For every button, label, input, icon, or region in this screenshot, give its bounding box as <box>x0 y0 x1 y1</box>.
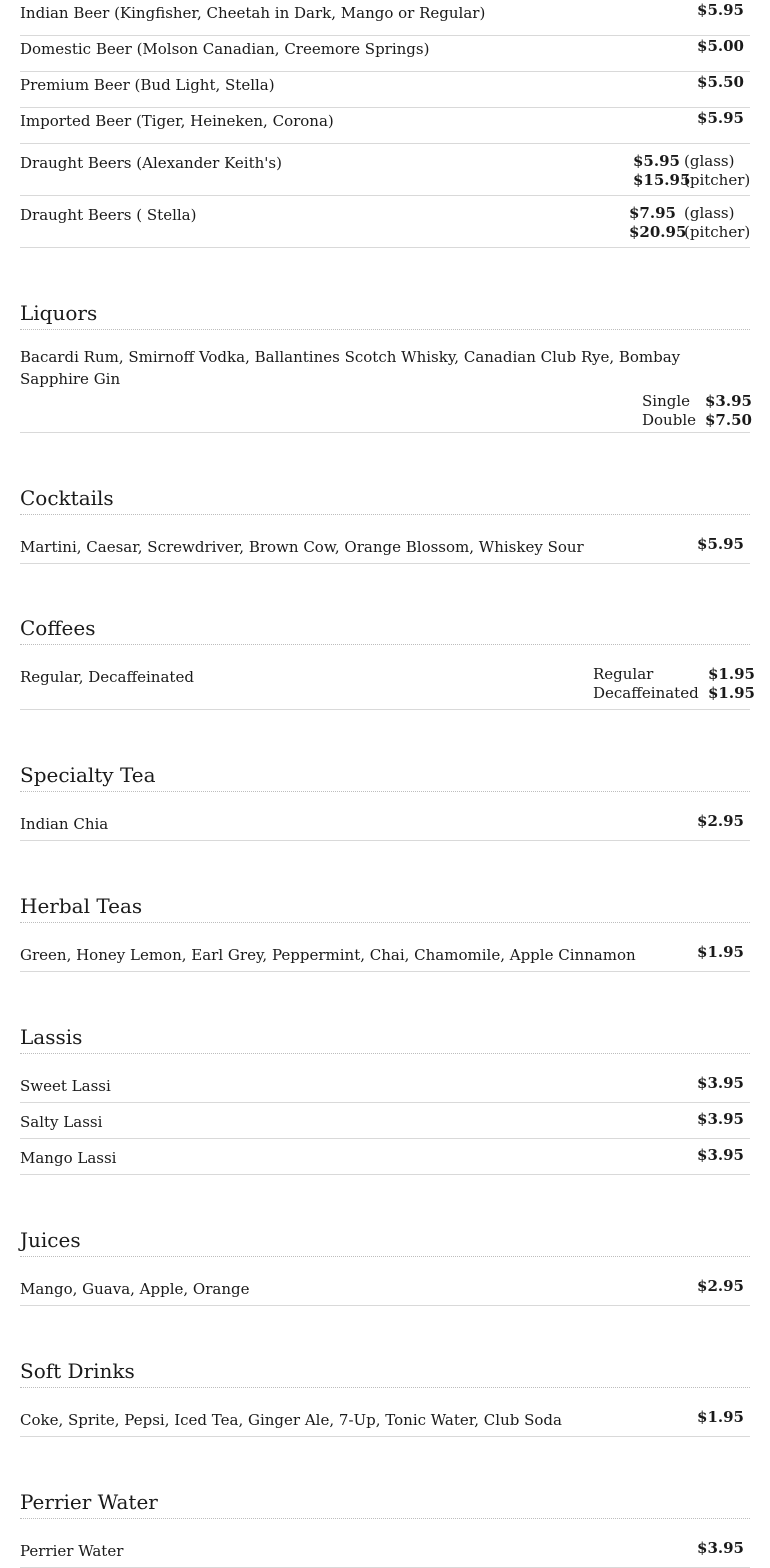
regular-price: $1.95 <box>708 665 755 683</box>
section-title: Cocktails <box>20 486 750 515</box>
specialty-tea-section <box>20 763 750 841</box>
item-price: $5.95 <box>697 535 744 553</box>
section-title: Soft Drinks <box>20 1359 750 1388</box>
menu-item <box>20 108 750 144</box>
menu-item <box>20 196 750 248</box>
menu-item <box>20 72 750 108</box>
item-price: $5.50 <box>697 73 744 91</box>
menu-item <box>20 1060 750 1103</box>
section-title: Herbal Teas <box>20 894 750 923</box>
single-label: Single <box>642 392 691 410</box>
item-price: $1.95 <box>697 1408 744 1426</box>
pitcher-unit: (pitcher) <box>684 223 751 241</box>
menu-item <box>20 929 750 972</box>
menu-item <box>20 144 750 196</box>
coffees-section <box>20 616 755 710</box>
menu-item <box>20 1103 750 1139</box>
section-title: Coffees <box>20 616 750 645</box>
menu-item <box>20 345 750 433</box>
menu-item <box>20 36 750 72</box>
decaf-price: $1.95 <box>708 684 755 702</box>
item-name: Salty Lassi <box>20 1113 103 1131</box>
item-price: $3.95 <box>697 1146 744 1164</box>
item-name: Sweet Lassi <box>20 1077 111 1095</box>
double-price: $7.50 <box>705 411 752 429</box>
item-name: Coke, Sprite, Pepsi, Iced Tea, Ginger Ale, 7-Up, Tonic Water, Club Soda <box>20 1411 562 1429</box>
glass-unit: (glass) <box>684 152 735 170</box>
pitcher-unit: (pitcher) <box>684 171 751 189</box>
beer-section <box>20 0 750 248</box>
item-price: $3.95 <box>697 1539 744 1557</box>
glass-price: $5.95 <box>633 152 680 170</box>
drinks-menu <box>20 0 755 1568</box>
section-title: Lassis <box>20 1025 750 1054</box>
menu-item <box>20 1394 750 1437</box>
item-name: Mango Lassi <box>20 1149 117 1167</box>
decaf-label: Decaffeinated <box>593 684 699 702</box>
single-price: $3.95 <box>705 392 752 410</box>
item-price: $1.95 <box>697 943 744 961</box>
item-price: $5.95 <box>697 1 744 19</box>
item-name: Green, Honey Lemon, Earl Grey, Peppermint, Chai, Chamomile, Apple Cinnamon <box>20 946 636 964</box>
lassis-section <box>20 1025 750 1175</box>
item-prices <box>642 392 750 430</box>
double-label: Double <box>642 411 696 429</box>
perrier-section <box>20 1490 750 1568</box>
section-title: Specialty Tea <box>20 763 750 792</box>
cocktails-section <box>20 486 750 564</box>
juices-section <box>20 1228 750 1306</box>
regular-label: Regular <box>593 665 654 683</box>
item-name: Bacardi Rum, Smirnoff Vodka, Ballantines Scotch Whisky, Canadian Club Rye, Bombay Sapphire Gin <box>20 348 681 388</box>
item-name: Regular, Decaffeinated <box>20 668 194 686</box>
pitcher-price: $15.95 <box>633 171 691 189</box>
item-name: Premium Beer (Bud Light, Stella) <box>20 76 275 94</box>
item-name: Perrier Water <box>20 1542 124 1560</box>
pitcher-price: $20.95 <box>629 223 687 241</box>
item-name: Mango, Guava, Apple, Orange <box>20 1280 250 1298</box>
item-price: $3.95 <box>697 1110 744 1128</box>
item-prices <box>593 665 755 703</box>
menu-item <box>20 0 750 36</box>
menu-item <box>20 1525 750 1568</box>
item-name: Draught Beers ( Stella) <box>20 206 197 224</box>
item-name: Indian Beer (Kingfisher, Cheetah in Dark, Mango or Regular) <box>20 4 486 22</box>
menu-item <box>20 1139 750 1175</box>
item-name: Indian Chia <box>20 815 109 833</box>
menu-item <box>20 521 750 564</box>
menu-item <box>20 651 755 710</box>
item-name: Imported Beer (Tiger, Heineken, Corona) <box>20 112 334 130</box>
item-price: $5.95 <box>697 109 744 127</box>
item-price: $5.00 <box>697 37 744 55</box>
item-prices <box>629 204 750 242</box>
item-price: $2.95 <box>697 1277 744 1295</box>
herbal-teas-section <box>20 894 750 972</box>
glass-unit: (glass) <box>684 204 735 222</box>
section-title: Juices <box>20 1228 750 1257</box>
item-name: Draught Beers (Alexander Keith's) <box>20 154 282 172</box>
item-price: $2.95 <box>697 812 744 830</box>
section-title: Liquors <box>20 301 750 330</box>
menu-item <box>20 1263 750 1306</box>
item-price: $3.95 <box>697 1074 744 1092</box>
section-title: Perrier Water <box>20 1490 750 1519</box>
glass-price: $7.95 <box>629 204 676 222</box>
menu-item <box>20 798 750 841</box>
liquors-section <box>20 301 750 433</box>
item-name: Domestic Beer (Molson Canadian, Creemore Springs) <box>20 40 430 58</box>
item-name: Martini, Caesar, Screwdriver, Brown Cow, Orange Blossom, Whiskey Sour <box>20 538 584 556</box>
soft-drinks-section <box>20 1359 750 1437</box>
item-prices <box>633 152 750 190</box>
